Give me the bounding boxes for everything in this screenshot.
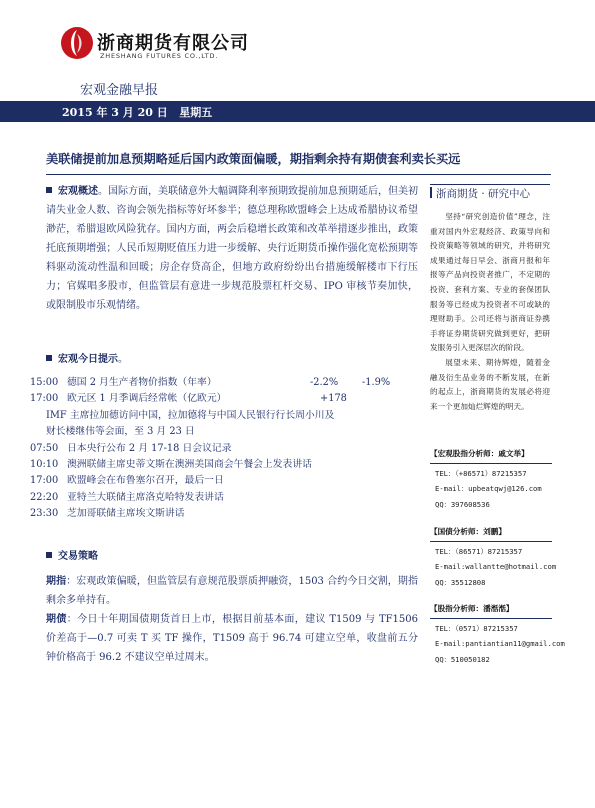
contact-title: 【股指分析师：潘湉湉】 xyxy=(430,601,552,619)
bond-label: 期债 xyxy=(46,613,67,625)
event-desc: 澳洲联储主席史蒂文斯在澳洲美国商会午餐会上发表讲话 xyxy=(67,458,312,470)
event-row xyxy=(46,408,418,424)
date: 2015 年 3 月 20 日 xyxy=(62,106,168,119)
event-value-actual: +178 xyxy=(320,393,347,405)
strategy-section xyxy=(46,547,418,566)
contact-card-1 xyxy=(430,446,552,512)
futures-label: 期指 xyxy=(46,575,67,587)
strategy-title: 交易策略 xyxy=(58,550,98,562)
event-time: 15:00 xyxy=(30,377,59,388)
contact-card-2 xyxy=(430,524,557,590)
event-row xyxy=(30,457,418,473)
today-title-suffix: 。 xyxy=(118,354,128,365)
contact-tel: TEL：（+86571）87215357 xyxy=(435,468,527,478)
event-desc: 亚特兰大联储主席洛克哈特发表讲话 xyxy=(67,491,224,503)
contact-card-3 xyxy=(430,601,565,667)
event-row xyxy=(30,441,418,457)
event-desc: 芝加哥联储主席埃文斯讲话 xyxy=(67,508,185,520)
event-desc: 德国 2 月生产者物价指数（年率） xyxy=(67,377,217,388)
strategy-bond xyxy=(46,610,418,667)
contact-qq: QQ：397608536 xyxy=(435,499,490,509)
event-time: 23:30 xyxy=(30,508,59,520)
event-desc: IMF 主席拉加德访问中国，拉加德将与中国人民银行行长周小川及 xyxy=(46,409,335,421)
title-bar-icon xyxy=(430,187,432,198)
contact-tel: TEL：（0571）87215357 xyxy=(435,623,518,633)
event-time: 17:00 xyxy=(30,475,59,487)
contact-title: 【宏观股指分析师：戚文举】 xyxy=(430,446,552,464)
sidebar-divider xyxy=(430,184,550,185)
date-bar xyxy=(0,101,595,122)
event-value-actual: -2.2% xyxy=(310,377,339,388)
company-name-en: ZHESHANG FUTURES CO.,LTD. xyxy=(100,52,219,60)
event-row xyxy=(46,424,418,440)
contact-tel: TEL：（86571）87215357 xyxy=(435,546,523,556)
contact-title: 【国债分析师：刘鹏】 xyxy=(430,524,552,542)
event-list xyxy=(30,375,418,523)
headline-divider xyxy=(46,174,551,175)
event-time: 07:50 xyxy=(30,442,59,454)
overview-text: 。国际方面，美联储意外大幅调降利率预期致提前加息预期延后，但美初请失业金人数、咨询会领先指标等好坏参半；德总理称欧盟峰会上达成希腊协议希望渺茫，希腊退欧风险犹存。国内方面，两会后稳增长政策和改革举措逐步推出，政策托底预期增强；人民币短期贬值压力进一步缓解、央行近期货币操作强化宽松预期等料驱动流动性温和回暖；房企存贷高企，但地方政府纷纷出台措施缓解楼市下行压力；官媒唱多股市，但监管层有意进一步规范股票杠杆交易、IPO 审核节奏加快，或限制股市乐观情绪。 xyxy=(46,186,418,311)
report-type: 宏观金融早报 xyxy=(80,83,159,98)
event-desc: 日本央行公布 2 月 17-18 日会议记录 xyxy=(67,442,232,454)
weekday: 星期五 xyxy=(179,106,213,119)
sidebar-intro-1: 坚持“研究创造价值”理念，注重对国内外宏观经济、政策导向和投资策略等领域的研究，并将研究成果通过每日早会、浙商月报和年报等产品向投资者推广，不定期的投资、套利方案、专业的套保团队服务等已经成为投资者不可或缺的理财助手。公司还将与浙商证券携手将证券期货研究做到更好，把研发服务引入更深层次的阶段。 xyxy=(430,212,550,353)
futures-text: ：宏观政策偏暖，但监管层有意规范股票质押融资，1503 合约今日交割，期指剩余多单持有。 xyxy=(46,575,418,606)
report-date xyxy=(62,104,212,120)
main-content xyxy=(30,182,419,667)
headline: 美联储提前加息预期略延后国内政策面偏暖，期指剩余持有期债套利卖长买远 xyxy=(46,152,461,166)
contact-qq: QQ：510050182 xyxy=(435,654,490,664)
today-title: 宏观今日提示 xyxy=(58,354,118,365)
event-desc: 欧盟峰会在布鲁塞尔召开，最后一日 xyxy=(67,475,224,487)
company-name-cn: 浙商期货有限公司 xyxy=(97,33,249,54)
sidebar-intro-2: 展望未来、期待辉煌，随着金融及衍生品业务的不断发展，在新的起点上，浙商期货的发展必将迎来一个更加灿烂辉煌的明天。 xyxy=(430,357,550,411)
event-row xyxy=(30,490,418,506)
overview-title: 宏观概述 xyxy=(58,186,98,197)
event-row xyxy=(30,391,418,407)
event-row xyxy=(30,506,418,522)
contact-qq: QQ：35512808 xyxy=(435,577,486,587)
event-desc: 欧元区 1 月季调后经常帐（亿欧元） xyxy=(67,393,227,405)
sidebar-title-text: 浙商期货 · 研究中心 xyxy=(436,188,531,200)
contact-email[interactable]: E-mail:pantiantian11@gmail.com xyxy=(435,639,565,648)
contact-email[interactable]: E-mail：upbeatqwj@126.com xyxy=(435,484,542,493)
event-time: 17:00 xyxy=(30,393,59,405)
company-logo-icon xyxy=(60,26,94,60)
bond-text: ：今日十年期国债期货首日上市，根据目前基本面，建议 T1509 与 TF1506 价差高于—0.7 可卖 T 买 TF 操作，T1509 高于 96.74 可建立空单，收盘前五分钟价格高于 96.2 不建议空单过周末。 xyxy=(46,613,419,663)
event-time: 10:10 xyxy=(30,458,59,470)
bullet-icon xyxy=(46,355,52,361)
contact-email[interactable]: E-mail:wallantte@hotmail.com xyxy=(435,562,557,571)
sidebar-title xyxy=(430,186,530,201)
event-desc: 财长楼继伟等会面，至 3 月 23 日 xyxy=(46,426,195,438)
overview-section xyxy=(46,182,418,315)
bullet-icon xyxy=(46,187,52,193)
event-row xyxy=(30,375,418,391)
event-row xyxy=(30,473,418,489)
today-section xyxy=(46,350,418,369)
sidebar-intro xyxy=(430,210,550,414)
event-time: 22:20 xyxy=(30,491,59,503)
event-value-previous: -1.9% xyxy=(362,377,391,388)
bullet-icon xyxy=(46,552,52,558)
strategy-futures xyxy=(46,572,418,610)
